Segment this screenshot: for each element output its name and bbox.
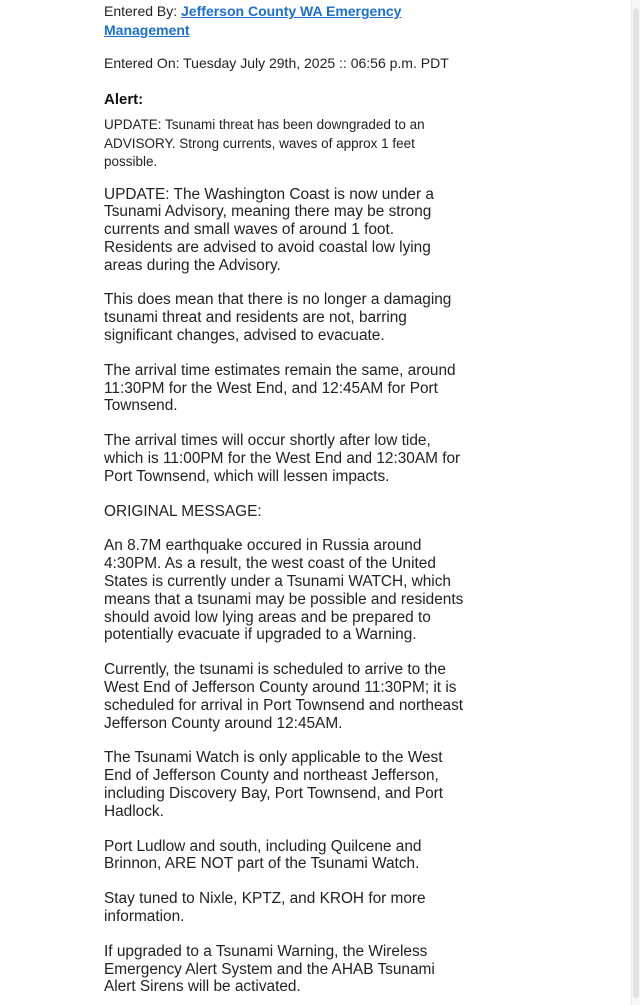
message-paragraph: The arrival time estimates remain the same, around 11:30PM for the West End, and 12:45AM for Port Townsend. [104,361,456,415]
alert-summary: UPDATE: Tsunami threat has been downgraded to an ADVISORY. Strong currents, waves of approx 1 feet possible. [104,117,425,169]
message-paragraph: The Tsunami Watch is only applicable to the West End of Jefferson County and northeast Jefferson, including Discovery Bay, Port Townsend, and Port Hadlock. [104,749,444,820]
message-paragraph: Stay tuned to Nixle, KPTZ, and KROH for more information. [104,890,426,925]
scrollbar-thumb[interactable] [633,8,639,998]
message-paragraph: Port Ludlow and south, including Quilcene and Brinnon, ARE NOT part of the Tsunami Watch. [104,837,422,873]
agency-link[interactable]: Jefferson County WA Emergency Management [104,3,402,38]
original-message-heading: ORIGINAL MESSAGE: [104,502,262,520]
entered-on-line: Entered On: Tuesday July 29th, 2025 :: 06:56 p.m. PDT [104,55,449,71]
entered-by-label: Entered By: [104,3,182,19]
entered-by-line [104,2,466,40]
message-paragraph: The arrival times will occur shortly after low tide, which is 11:00PM for the West End and 12:30AM for Port Townsend, which will lessen impacts. [104,432,461,485]
message-paragraph: Currently, the tsunami is scheduled to arrive to the West End of Jefferson County around 11:30PM; it is scheduled for arrival in Port Townsend and northeast Jefferson County around 12:45AM. [104,661,464,732]
message-paragraph: If upgraded to a Tsunami Warning, the Wireless Emergency Alert System and the AHAB Tsunami Alert Sirens will be activated. [104,942,435,996]
alert-heading: Alert: [104,91,144,108]
vertical-scrollbar[interactable] [631,0,640,1005]
message-paragraph: An 8.7M earthquake occured in Russia around 4:30PM. As a result, the west coast of the United States is currently under a Tsunami WATCH, which means that a tsunami may be possible and residents should avoid low lying areas and be prepared to potentially evacuate if upgraded to a Warning. [104,537,464,644]
message-paragraph: UPDATE: The Washington Coast is now under a Tsunami Advisory, meaning there may be strong currents and small waves of around 1 foot. Residents are advised to avoid coastal low lying areas during the Advisory. [104,185,434,274]
message-paragraph: This does mean that there is no longer a damaging tsunami threat and residents are not, barring significant changes, advised to evacuate. [104,291,452,345]
message-body [104,0,466,996]
